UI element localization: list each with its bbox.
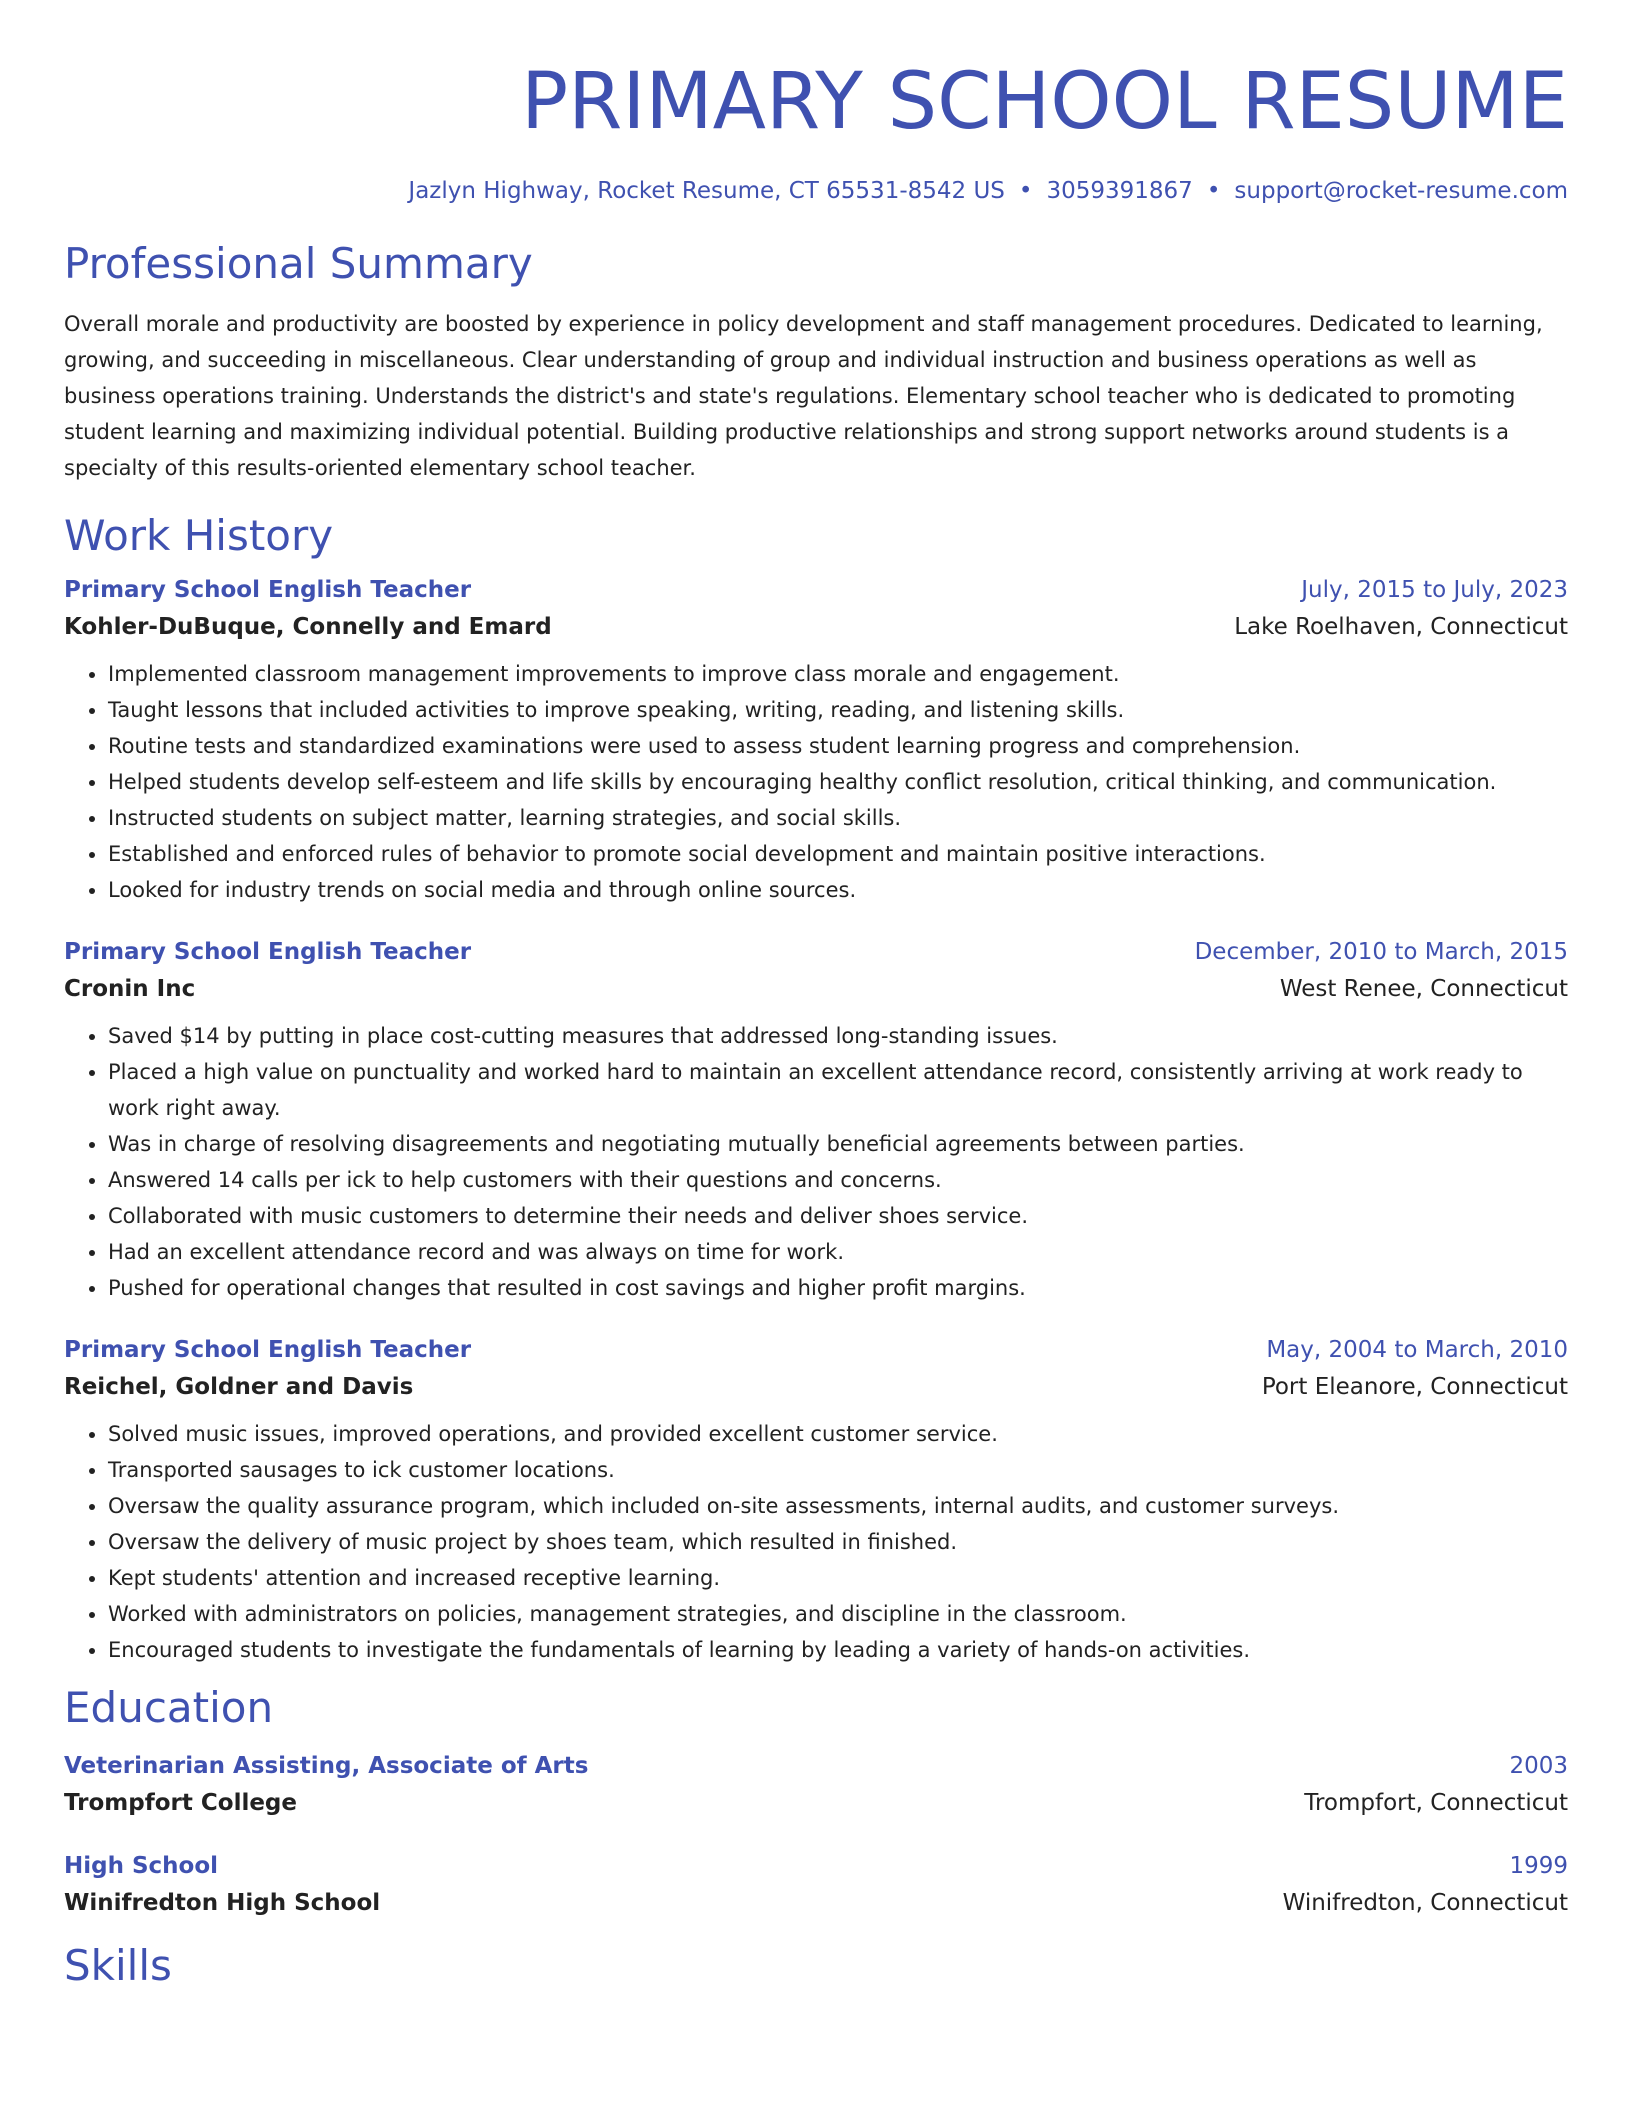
job-location: Lake Roelhaven, Connecticut <box>1234 614 1568 640</box>
job-bullet: • Taught lessons that included activities to improve speaking, writing, reading, and listening skills. <box>108 692 1568 728</box>
job-dates: July, 2015 to July, 2023 <box>1301 577 1568 603</box>
job-bullet: • Oversaw the quality assurance program, which included on-site assessments, internal audits, and customer surveys. <box>108 1488 1568 1524</box>
job-bullet: • Instructed students on subject matter, learning strategies, and social skills. <box>108 800 1568 836</box>
education-heading: Education <box>64 1683 274 1732</box>
job-entry <box>64 572 1568 908</box>
education-degree: High School <box>64 1853 219 1879</box>
resume-page <box>64 0 1568 1992</box>
job-role: Primary School English Teacher <box>64 1337 472 1363</box>
job-company: Reichel, Goldner and Davis <box>64 1374 414 1400</box>
resume-title: PRIMARY SCHOOL RESUME <box>521 57 1568 147</box>
education-entry <box>64 1748 1568 1822</box>
job-header-row <box>64 1332 1568 1368</box>
job-bullet: • Had an excellent attendance record and was always on time for work. <box>108 1234 1568 1270</box>
contact-phone: 3059391867 <box>1046 178 1193 204</box>
job-company-row <box>64 1368 1568 1406</box>
skills-heading: Skills <box>64 1941 172 1990</box>
education-location: Winifredton, Connecticut <box>1282 1890 1568 1916</box>
education-school-row <box>64 1784 1568 1822</box>
education-school: Winifredton High School <box>64 1890 381 1916</box>
job-bullet: • Oversaw the delivery of music project by shoes team, which resulted in finished. <box>108 1524 1568 1560</box>
job-bullet: • Helped students develop self-esteem and life skills by encouraging healthy conflict resolution, critical thinking, and communication. <box>108 764 1568 800</box>
education-header-row <box>64 1748 1568 1784</box>
education-year: 2003 <box>1509 1753 1568 1779</box>
contact-email[interactable]: support@rocket-resume.com <box>1234 178 1568 204</box>
job-bullet: • Worked with administrators on policies, management strategies, and discipline in the classroom. <box>108 1596 1568 1632</box>
education-school-row <box>64 1884 1568 1922</box>
job-company-row <box>64 608 1568 646</box>
job-bullet: • Kept students' attention and increased receptive learning. <box>108 1560 1568 1596</box>
education-entry <box>64 1848 1568 1922</box>
contact-address: Jazlyn Highway, Rocket Resume, CT 65531-8542 US <box>408 178 1005 204</box>
job-role: Primary School English Teacher <box>64 577 472 603</box>
contact-separator: • <box>1206 178 1221 204</box>
job-company: Cronin Inc <box>64 976 196 1002</box>
job-bullet: • Saved $14 by putting in place cost-cutting measures that addressed long-standing issues. <box>108 1018 1568 1054</box>
education-year: 1999 <box>1509 1853 1568 1879</box>
job-bullet: • Transported sausages to ick customer locations. <box>108 1452 1568 1488</box>
job-bullet: • Routine tests and standardized examinations were used to assess student learning progress and comprehension. <box>108 728 1568 764</box>
job-bullet: • Placed a high value on punctuality and worked hard to maintain an excellent attendance record, consistently arriving at work ready to work right away. <box>108 1054 1568 1126</box>
contact-line <box>64 176 1568 206</box>
job-bullet: • Implemented classroom management improvements to improve class morale and engagement. <box>108 656 1568 692</box>
job-entry <box>64 1332 1568 1668</box>
education-degree: Veterinarian Assisting, Associate of Arts <box>64 1753 589 1779</box>
job-company-row <box>64 970 1568 1008</box>
summary-heading: Professional Summary <box>64 239 533 288</box>
job-bullet: • Answered 14 calls per ick to help customers with their questions and concerns. <box>108 1162 1568 1198</box>
job-bullet: • Solved music issues, improved operations, and provided excellent customer service. <box>108 1416 1568 1452</box>
work-history-heading: Work History <box>64 511 334 560</box>
job-bullet: • Was in charge of resolving disagreements and negotiating mutually beneficial agreements between parties. <box>108 1126 1568 1162</box>
resume-header <box>64 0 1568 206</box>
job-bullet: • Looked for industry trends on social media and through online sources. <box>108 872 1568 908</box>
job-location: West Renee, Connecticut <box>1279 976 1568 1002</box>
job-bullets <box>64 1018 1568 1306</box>
job-bullets <box>64 1416 1568 1668</box>
job-header-row <box>64 572 1568 608</box>
education-location: Trompfort, Connecticut <box>1304 1790 1568 1816</box>
job-dates: May, 2004 to March, 2010 <box>1266 1337 1568 1363</box>
job-location: Port Eleanore, Connecticut <box>1261 1374 1568 1400</box>
job-bullet: • Established and enforced rules of behavior to promote social development and maintain positive interactions. <box>108 836 1568 872</box>
job-bullet: • Encouraged students to investigate the fundamentals of learning by leading a variety of hands-on activities. <box>108 1632 1568 1668</box>
education-header-row <box>64 1848 1568 1884</box>
job-bullets <box>64 656 1568 908</box>
job-dates: December, 2010 to March, 2015 <box>1194 939 1568 965</box>
job-bullet: • Pushed for operational changes that resulted in cost savings and higher profit margins. <box>108 1270 1568 1306</box>
job-company: Kohler-DuBuque, Connelly and Emard <box>64 614 552 640</box>
education-school: Trompfort College <box>64 1790 297 1816</box>
summary-text: Overall morale and productivity are boosted by experience in policy development and staff management procedures. Dedicated to learning, growing, and succeeding in miscellaneous. Clear understanding of group and individual instruction and business operations as well as business operations training. Understands the district's and state's regulations. Elementary school teacher who is dedicated to promoting student learning and maximizing individual potential. Building productive relationships and strong support networks around students is a specialty of this results-oriented elementary school teacher. <box>64 312 1543 480</box>
job-header-row <box>64 934 1568 970</box>
job-role: Primary School English Teacher <box>64 939 472 965</box>
job-entry <box>64 934 1568 1306</box>
job-bullet: • Collaborated with music customers to determine their needs and deliver shoes service. <box>108 1198 1568 1234</box>
contact-separator: • <box>1018 178 1033 204</box>
